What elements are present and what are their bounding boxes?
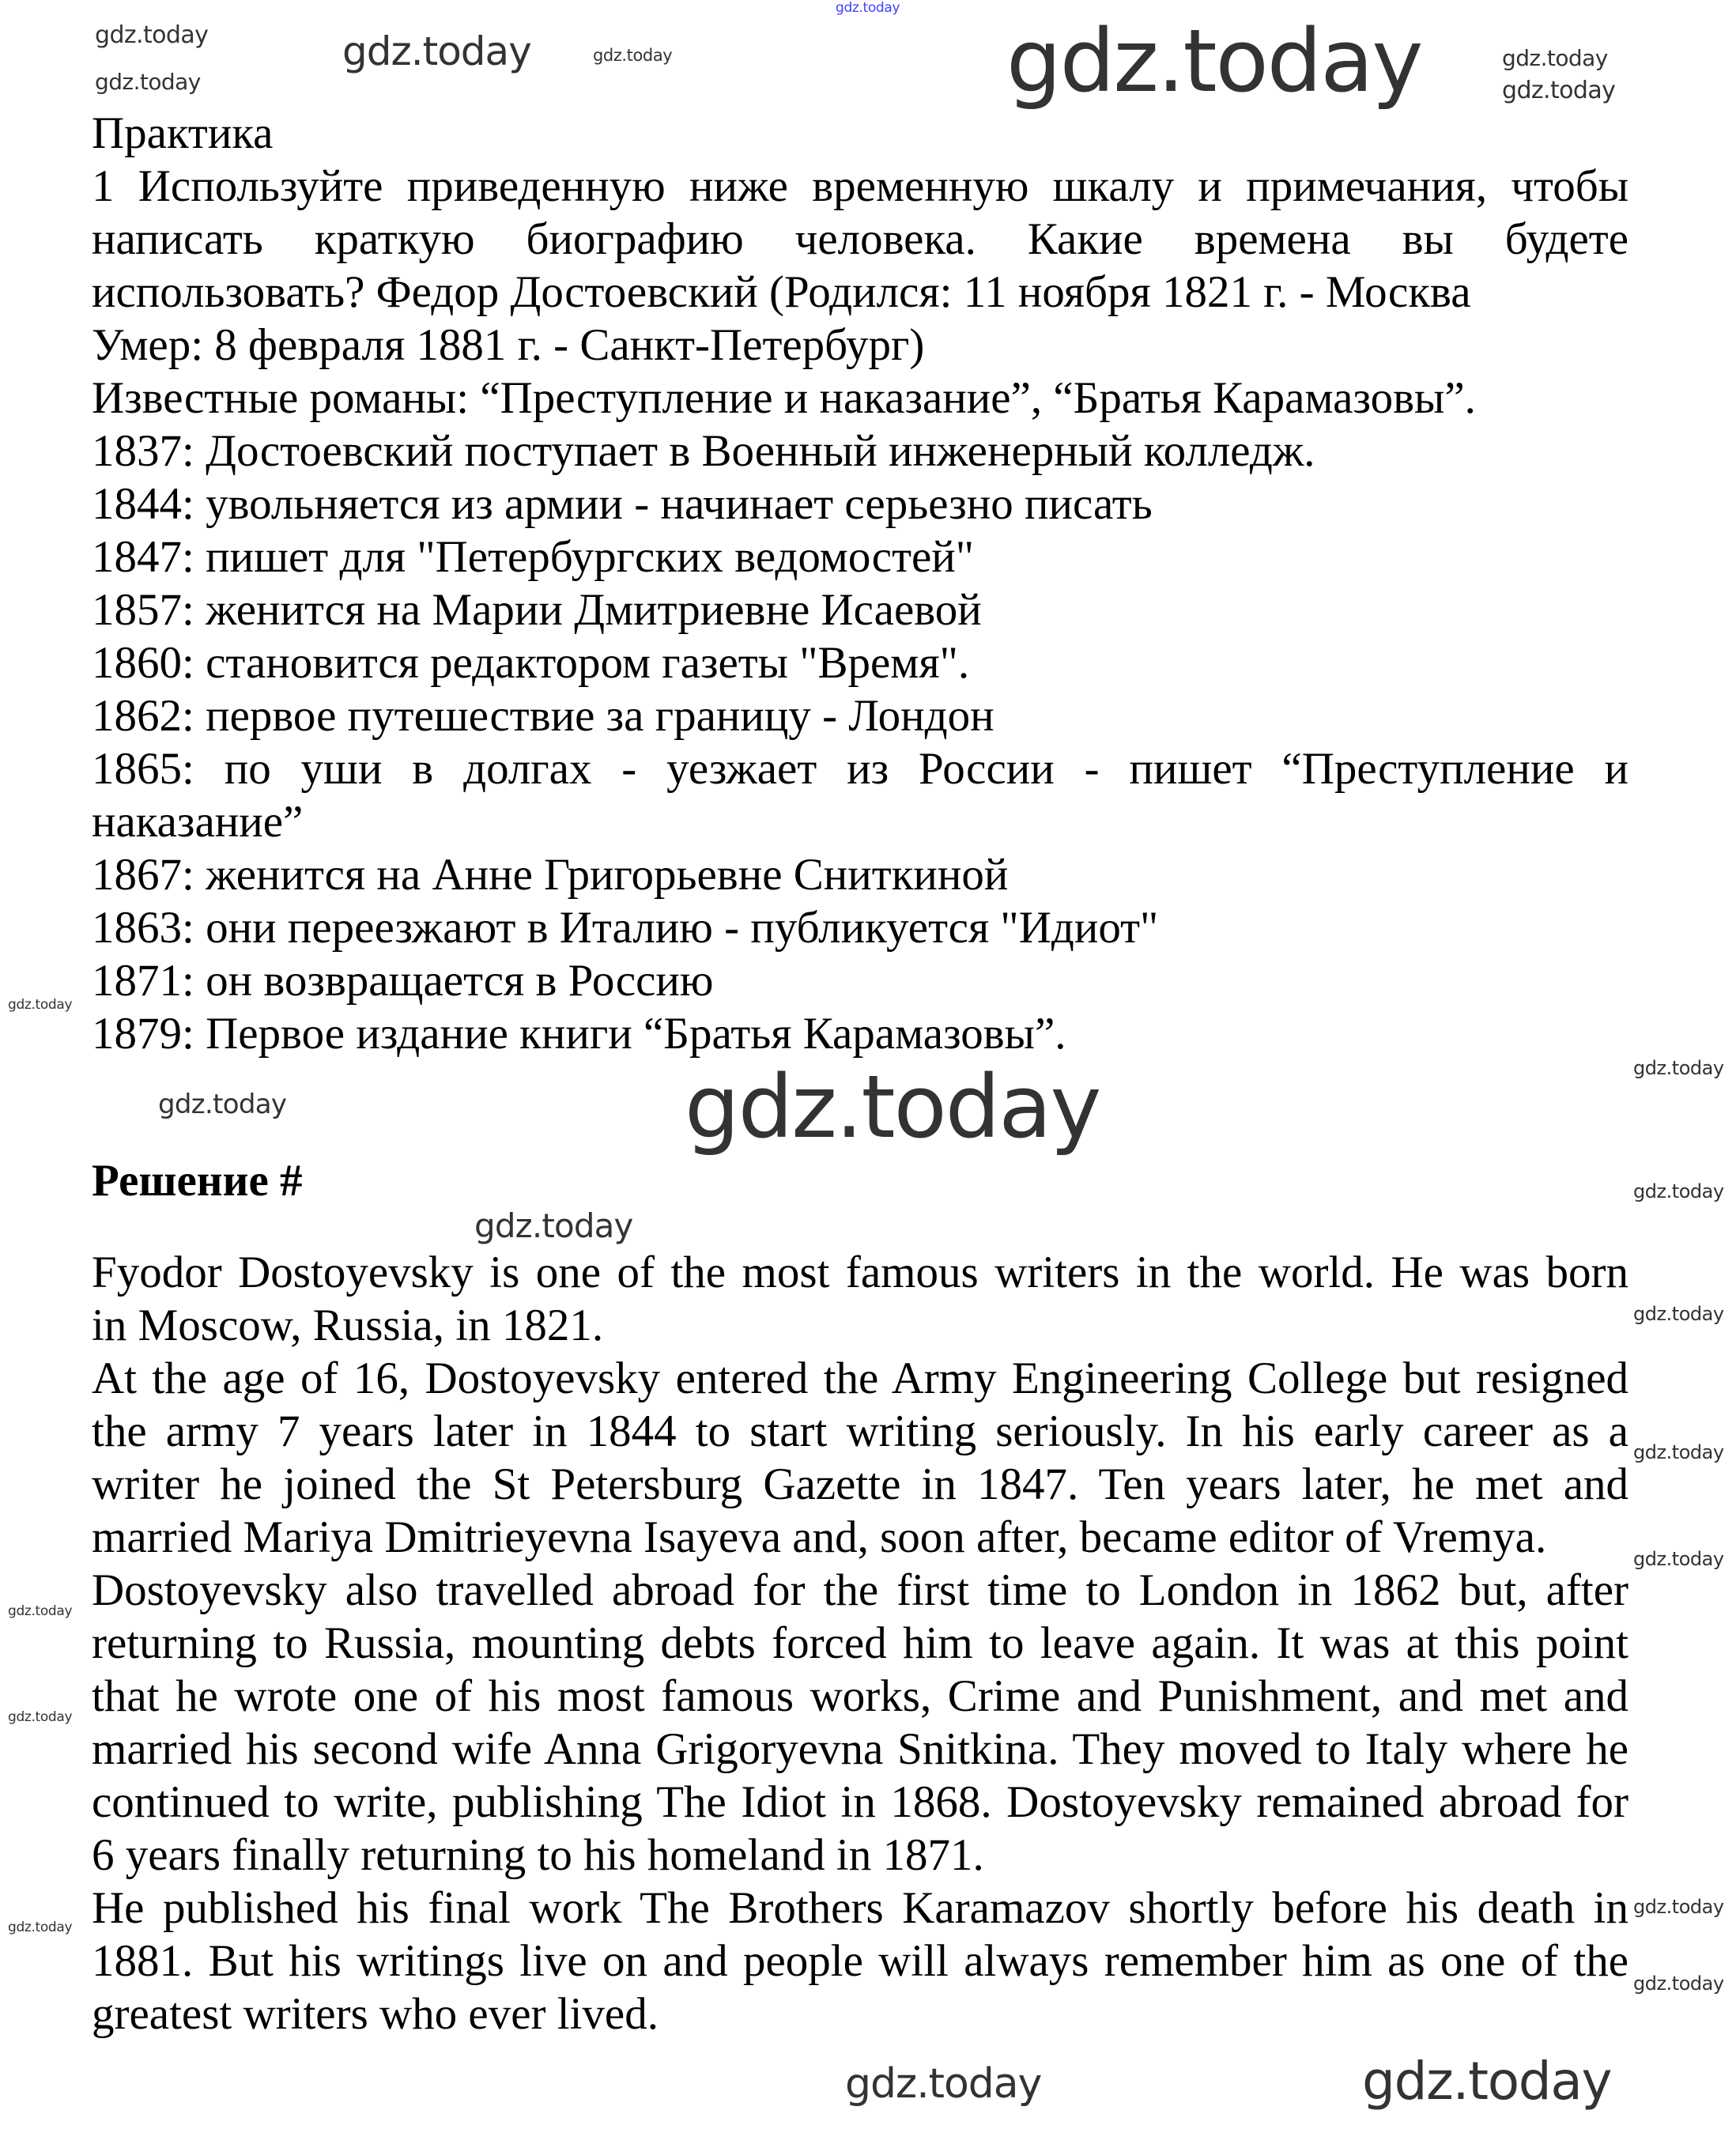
watermark: gdz.today	[95, 21, 209, 49]
watermark: gdz.today	[8, 1603, 73, 1619]
solution-line: Dostoyevsky also travelled abroad for the first time to London in 1862 but, after	[92, 1565, 1628, 1615]
watermark: gdz.today	[1633, 1303, 1724, 1325]
watermark: gdz.today	[1633, 1057, 1724, 1079]
solution-line: writer he joined the St Petersburg Gazette in 1847. Ten years later, he met and	[92, 1459, 1628, 1509]
solution-text	[92, 1246, 1629, 2040]
watermark: gdz.today	[8, 997, 73, 1013]
task-line: 1871: он возвращается в Россию	[92, 956, 714, 1006]
watermark: gdz.today	[158, 1089, 287, 1120]
watermark: gdz.today	[1633, 1896, 1724, 1918]
solution-line: married his second wife Anna Grigoryevna Snitkina. They moved to Italy where he	[92, 1724, 1628, 1774]
task-line: Умер: 8 февраля 1881 г. - Санкт-Петербург)	[92, 320, 925, 370]
solution-line: married Mariya Dmitrieyevna Isayeva and, soon after, became editor of Vremya.	[92, 1512, 1547, 1562]
watermark: gdz.today	[8, 1920, 73, 1935]
solution-line: greatest writers who ever lived.	[92, 1989, 659, 2039]
solution-line: that he wrote one of his most famous works, Crime and Punishment, and met and	[92, 1671, 1628, 1721]
watermark: gdz.today	[95, 69, 201, 95]
solution-heading: Решение #	[92, 1156, 303, 1206]
task-line: 1 Используйте приведенную ниже временную шкалу и примечания, чтобы	[92, 161, 1628, 211]
solution-line: Fyodor Dostoyevsky is one of the most famous writers in the world. He was born	[92, 1248, 1628, 1297]
solution-line: He published his final work The Brothers Karamazov shortly before his death in	[92, 1883, 1628, 1933]
solution-line: At the age of 16, Dostoyevsky entered the Army Engineering College but resigned	[92, 1353, 1628, 1403]
task-line: написать краткую биографию человека. Какие времена вы будете	[92, 214, 1628, 264]
task-line: 1844: увольняется из армии - начинает серьезно писать	[92, 479, 1153, 529]
task-line: 1847: пишет для "Петербургских ведомостей"	[92, 532, 975, 582]
watermark: gdz.today	[1633, 1180, 1724, 1202]
solution-line: the army 7 years later in 1844 to start writing seriously. In his early career as a	[92, 1406, 1628, 1456]
watermark: gdz.today	[1502, 77, 1616, 104]
solution-line: 1881. But his writings live on and people will always remember him as one of the	[92, 1936, 1628, 1986]
task-line: 1857: женится на Марии Дмитриевне Исаевой	[92, 585, 982, 635]
watermark: gdz.today	[474, 1206, 633, 1245]
watermark: gdz.today	[1362, 2051, 1612, 2112]
task-line: 1837: Достоевский поступает в Военный инженерный колледж.	[92, 426, 1315, 476]
solution-line: returning to Russia, mounting debts forced him to leave again. It was at this point	[92, 1618, 1628, 1668]
watermark: gdz.today	[685, 1056, 1100, 1157]
solution-line: in Moscow, Russia, in 1821.	[92, 1301, 604, 1350]
task-line: использовать? Федор Достоевский (Родился: 11 ноября 1821 г. - Москва	[92, 267, 1471, 317]
task-line: 1879: Первое издание книги “Братья Карамазовы”.	[92, 1009, 1066, 1059]
task-line: 1862: первое путешествие за границу - Лондон	[92, 691, 994, 741]
task-line: 1863: они переезжают в Италию - публикуется "Идиот"	[92, 903, 1159, 953]
header-watermark: gdz.today	[836, 0, 900, 16]
task-text	[92, 107, 1629, 1060]
watermark: gdz.today	[8, 1709, 73, 1725]
watermark: gdz.today	[1502, 45, 1608, 71]
watermark: gdz.today	[845, 2060, 1042, 2108]
task-line: наказание”	[92, 797, 304, 847]
watermark: gdz.today	[1633, 1972, 1724, 1995]
task-line: Известные романы: “Преступление и наказание”, “Братья Карамазовы”.	[92, 373, 1476, 423]
watermark: gdz.today	[1633, 1441, 1724, 1463]
task-line: 1860: становится редактором газеты "Время".	[92, 638, 970, 688]
solution-line: continued to write, publishing The Idiot in 1868. Dostoyevsky remained abroad for	[92, 1777, 1628, 1827]
task-line: Практика	[92, 108, 274, 158]
task-line: 1865: по уши в долгах - уезжает из России - пишет “Преступление и	[92, 744, 1628, 794]
watermark: gdz.today	[1006, 10, 1422, 111]
solution-line: 6 years finally returning to his homeland in 1871.	[92, 1830, 984, 1880]
watermark: gdz.today	[1633, 1548, 1724, 1570]
task-line: 1867: женится на Анне Григорьевне Сниткиной	[92, 850, 1009, 900]
watermark: gdz.today	[593, 46, 673, 65]
watermark: gdz.today	[342, 28, 531, 74]
solution-heading-block	[92, 1154, 1629, 1207]
